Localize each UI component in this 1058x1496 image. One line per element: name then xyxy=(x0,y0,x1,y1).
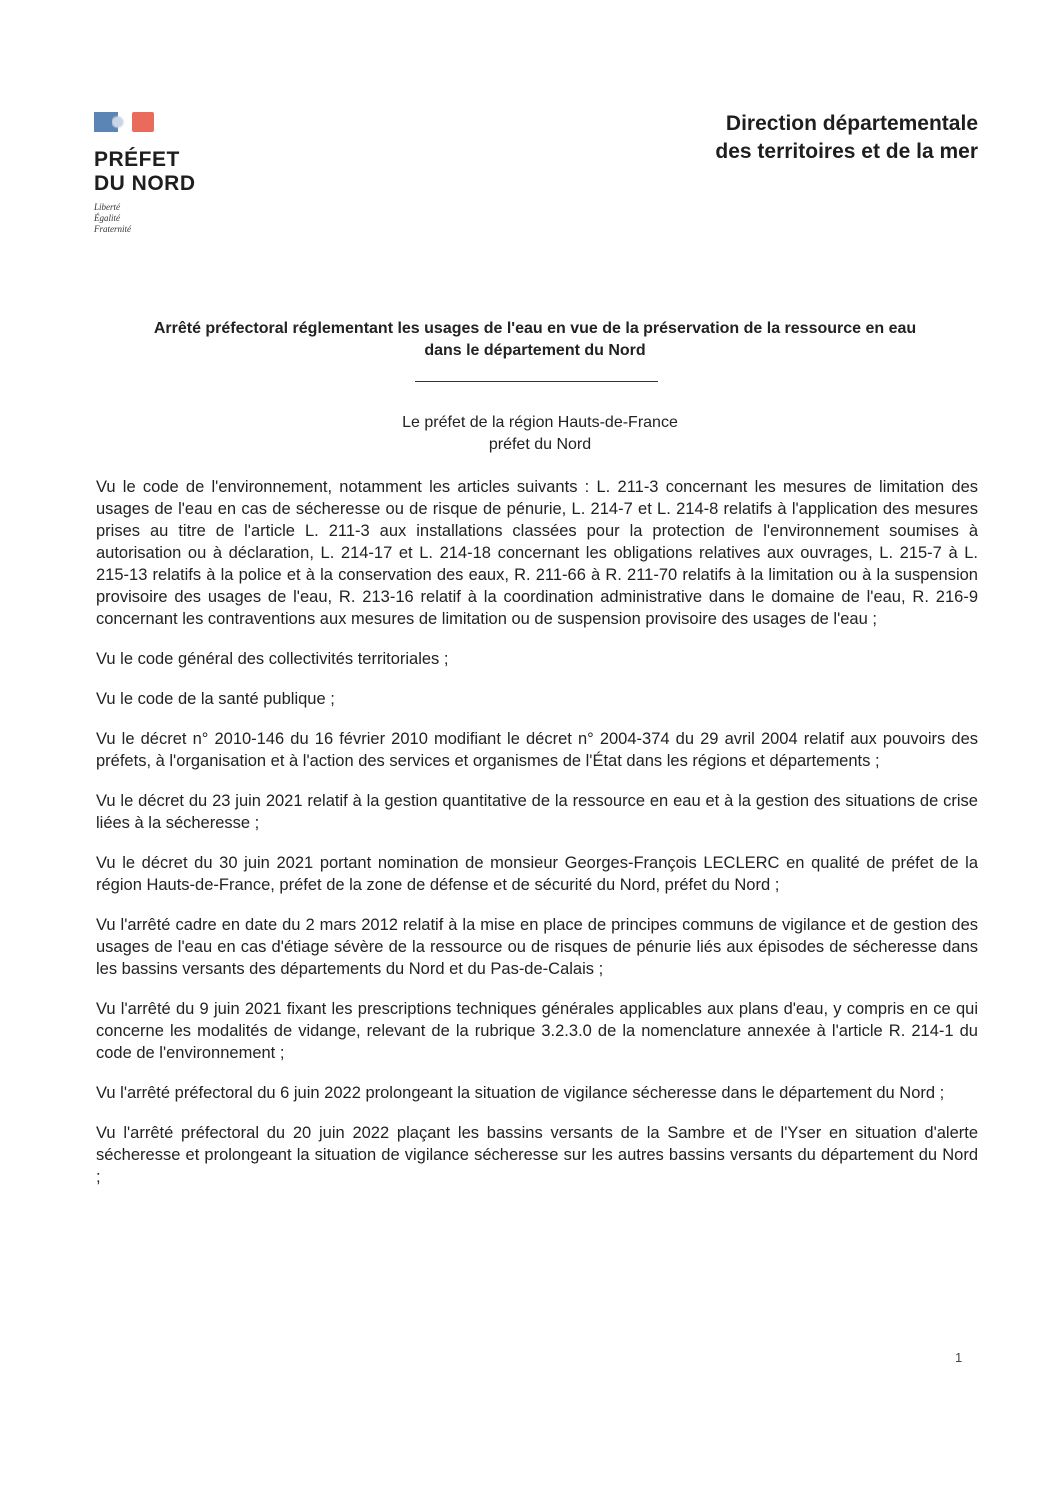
visa-code-sante-publique: Vu le code de la santé publique ; xyxy=(96,690,335,708)
visa-code-environnement: Vu le code de l'environnement, notamment les articles suivants : L. 211-3 concernant les mesures de limitation des usages de l'eau en cas de sécheresse ou de risque de pénurie, L. 214-7 et L. 214-8 relatifs à l'application des mesures prises au titre de l'article L. 211-3 aux installations classées pour la protection de l'environnement soumises à autorisation ou à déclaration, L. 214-17 et L. 214-18 concernant les obligations relatives aux ouvrages, L. 215-7 à L. 215-13 relatifs à la police et à la conservation des eaux, R. 211-66 à R. 211-70 relatifs à la limitation ou à la suspension provisoire des usages de l'eau, R. 213-16 relatif à la coordination administrative dans le domaine de l'eau, R. 216-9 concernant les contraventions aux mesures de limitation ou de suspension provisoire des usages de l'eau ; xyxy=(96,478,978,628)
prefecture-name-line2: DU NORD xyxy=(94,172,196,195)
issuer-line1: Le préfet de la région Hauts-de-France xyxy=(402,414,678,431)
visa-arrete-cadre-2012: Vu l'arrêté cadre en date du 2 mars 2012 relatif à la mise en place de principes communs de vigilance et de gestion des usages de l'eau en cas d'étiage sévère de la ressource ou de risques de pénurie liés aux épisodes de sécheresse dans les bassins versants des départements du Nord et du Pas-de-Calais ; xyxy=(96,916,978,978)
department-line1: Direction départementale xyxy=(725,112,978,135)
visa-arrete-9-juin-2021: Vu l'arrêté du 9 juin 2021 fixant les prescriptions techniques générales applicables aux plans d'eau, y compris en ce qui concerne les modalités de vidange, relevant de la rubrique 3.2.3.0 de la nomenclature annexée à l'article R. 214-1 du code de l'environnement ; xyxy=(96,1000,978,1062)
title-divider xyxy=(415,381,658,382)
prefecture-name xyxy=(94,148,196,196)
marianne-profile-icon xyxy=(112,114,126,130)
marianne-flag-icon xyxy=(94,110,154,134)
document-title-line1: Arrêté préfectoral réglementant les usages de l'eau en vue de la préservation de la ressource en eau xyxy=(153,320,917,337)
department-header xyxy=(715,110,978,166)
flag-red-band xyxy=(132,112,154,132)
motto-fraternite: Fraternité xyxy=(94,224,131,234)
visa-decret-2010-146: Vu le décret n° 2010-146 du 16 février 2010 modifiant le décret n° 2004-374 du 29 avril 2004 relatif aux pouvoirs des préfets, à l'organisation et à l'action des services et organismes de l'État dans les régions et départements ; xyxy=(96,730,978,770)
motto-liberte: Liberté xyxy=(94,202,120,212)
visa-arrete-6-juin-2022: Vu l'arrêté préfectoral du 6 juin 2022 prolongeant la situation de vigilance sécheresse dans le département du Nord ; xyxy=(96,1084,945,1102)
prefecture-name-line1: PRÉFET xyxy=(94,148,180,171)
visas-list xyxy=(96,476,978,1206)
visa-code-collectivites: Vu le code général des collectivités territoriales ; xyxy=(96,650,449,668)
document-title xyxy=(100,318,970,362)
department-line2: des territoires et de la mer xyxy=(715,140,978,163)
republic-motto xyxy=(94,202,196,235)
page-number: 1 xyxy=(955,1350,963,1365)
motto-egalite: Égalité xyxy=(94,213,120,223)
visa-decret-30-juin-2021: Vu le décret du 30 juin 2021 portant nomination de monsieur Georges-François LECLERC en qualité de préfet de la région Hauts-de-France, préfet de la zone de défense et de sécurité du Nord, préfet du Nord ; xyxy=(96,854,978,894)
visa-decret-23-juin-2021: Vu le décret du 23 juin 2021 relatif à la gestion quantitative de la ressource en eau et à la gestion des situations de crise liées à la sécheresse ; xyxy=(96,792,978,832)
issuer-line2: préfet du Nord xyxy=(488,436,592,453)
document-title-line2: dans le département du Nord xyxy=(424,342,646,359)
visa-arrete-20-juin-2022: Vu l'arrêté préfectoral du 20 juin 2022 plaçant les bassins versants de la Sambre et de l'Yser en situation d'alerte sécheresse et prolongeant la situation de vigilance sécheresse sur les autres bassins versants du département du Nord ; xyxy=(96,1124,978,1186)
prefecture-logo xyxy=(94,110,196,235)
issuer-block xyxy=(300,412,780,456)
